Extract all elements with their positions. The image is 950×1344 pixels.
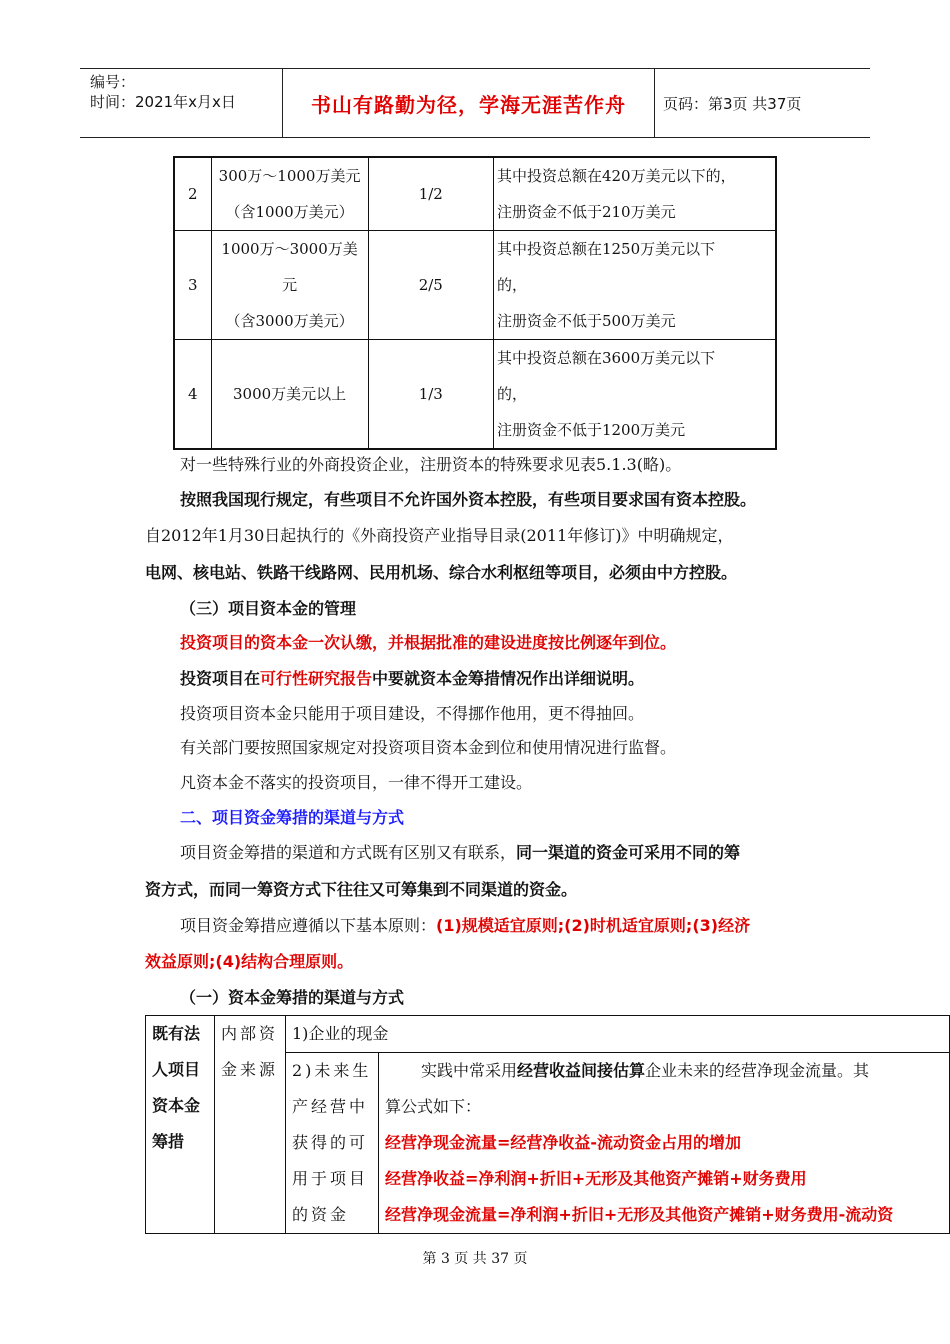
paragraph-highlight: 效益原则;(4)结构合理原则。: [145, 952, 354, 971]
paragraph: [180, 843, 845, 863]
range-line: 1000万～3000万美: [221, 240, 358, 258]
page-info: 页码：第3页 共37页: [663, 94, 802, 113]
desc-line: 注册资金不低于210万美元: [496, 203, 676, 221]
capital-ratio: 1/2: [368, 157, 493, 231]
range-line: 元: [282, 276, 298, 294]
paragraph: [180, 916, 845, 936]
paragraph: 投资项目资本金只能用于项目建设，不得挪作他用，更不得抽回。: [180, 704, 645, 723]
section-heading: 二、项目资金筹措的渠道与方式: [180, 808, 405, 827]
text-run: 企业未来的经营净现金流量。其: [645, 1061, 870, 1080]
row-number: 4: [174, 340, 211, 450]
capital-ratio: 1/3: [368, 340, 493, 450]
paragraph: 有关部门要按照国家规定对投资项目资本金到位和使用情况进行监督。: [180, 738, 677, 757]
category-line: 人项目: [152, 1060, 201, 1079]
requirement-text: [493, 340, 776, 450]
formula: 经营净现金流量=净利润+折旧+无形及其他资产摊销+财务费用-流动资: [385, 1205, 894, 1224]
range-line: （含3000万美元）: [225, 312, 354, 330]
text-run: 项目资金筹措应遵循以下基本原则：: [180, 916, 437, 935]
paragraph-bold: 按照我国现行规定，有些项目不允许国外资本控股，有些项目要求国有资本控股。: [180, 490, 757, 509]
desc-line: 其中投资总额在420万美元以下的，: [496, 167, 736, 185]
desc-line: 的，: [496, 385, 527, 403]
future-line: 2)未来生: [292, 1061, 372, 1080]
serial-label: 编号：: [90, 73, 136, 91]
table-row: [174, 231, 776, 340]
highlight-text: 可行性研究报告: [260, 669, 373, 688]
future-line: 产经营中: [292, 1097, 369, 1116]
text-run: 中要就资本金筹措情况作出详细说明。: [372, 669, 645, 688]
paragraph-bold: 电网、核电站、铁路干线路网、民用机场、综合水利枢纽等项目，必须由中方控股。: [145, 563, 738, 582]
text-run: 实践中常采用: [421, 1061, 518, 1080]
source-line: 金来源: [221, 1060, 279, 1079]
table-row: [146, 1016, 950, 1053]
capital-ratio: 2/5: [368, 231, 493, 340]
formula: 经营净现金流量=经营净收益-流动资金占用的增加: [385, 1133, 742, 1152]
highlight-text: (1)规模适宜原则;(2)时机适宜原则;(3)经济: [436, 916, 751, 935]
header-left: [80, 69, 283, 137]
section-heading: （三）项目资本金的管理: [180, 599, 357, 618]
time-label: 时间：2021年x月x日: [90, 93, 236, 111]
paragraph-bold: 资方式，而同一筹资方式下往往又可筹集到不同渠道的资金。: [145, 880, 578, 899]
requirement-text: [493, 157, 776, 231]
future-funds-cell: [286, 1053, 379, 1234]
range-line: 300万～1000万美元: [218, 167, 361, 185]
category-cell: [146, 1016, 215, 1234]
category-line: 既有法: [152, 1024, 201, 1043]
paragraph: 对一些特殊行业的外商投资企业，注册资本的特殊要求见表5.1.3(略)。: [180, 455, 682, 474]
paragraph: 凡资本金不落实的投资项目，一律不得开工建设。: [180, 773, 533, 792]
desc-line: 其中投资总额在1250万美元以下: [496, 240, 716, 258]
row-number: 3: [174, 231, 211, 340]
desc-line: 的，: [496, 276, 527, 294]
desc-line: 其中投资总额在3600万美元以下: [496, 349, 716, 367]
investment-range: [211, 231, 368, 340]
requirement-text: [493, 231, 776, 340]
motto: 书山有路勤为径，学海无涯苦作舟: [311, 92, 626, 117]
bold-text: 经营收益间接估算: [517, 1061, 646, 1080]
header-right: [655, 69, 870, 137]
investment-range: [211, 340, 368, 450]
estimation-cell: [379, 1053, 950, 1234]
future-line: 获得的可: [292, 1133, 369, 1152]
text-run: 投资项目在: [180, 669, 261, 688]
paragraph-bold: [180, 669, 845, 689]
future-line: 的资金: [292, 1205, 350, 1224]
estimation-line: [385, 1053, 943, 1089]
source-cell: [215, 1016, 286, 1234]
header-middle: [283, 69, 655, 137]
category-line: 资本金: [152, 1096, 201, 1115]
page-footer: 第 3 页 共 37 页: [422, 1251, 528, 1267]
range-line: （含1000万美元）: [225, 203, 354, 221]
desc-line: 注册资金不低于1200万美元: [496, 421, 686, 439]
paragraph: 自2012年1月30日起执行的《外商投资产业指导目录(2011年修订)》中明确规定，: [145, 526, 734, 545]
paragraph-highlight: 投资项目的资本金一次认缴，并根据批准的建设进度按比例逐年到位。: [180, 633, 677, 652]
estimation-line: 算公式如下：: [385, 1097, 482, 1116]
text-run: 项目资金筹措的渠道和方式既有区别又有联系，: [180, 843, 517, 862]
funding-channel-table: [145, 1015, 950, 1234]
range-line: 3000万美元以上: [232, 385, 347, 403]
cash-item: 1)企业的现金: [286, 1016, 950, 1053]
future-line: 用于项目: [292, 1169, 369, 1188]
source-line: 内部资: [221, 1024, 279, 1043]
row-number: 2: [174, 157, 211, 231]
desc-line: 注册资金不低于500万美元: [496, 312, 676, 330]
bold-text: 同一渠道的资金可采用不同的筹: [516, 843, 741, 862]
table-row: [174, 340, 776, 450]
page-header: [80, 68, 870, 138]
section-heading: （一）资本金筹措的渠道与方式: [180, 988, 405, 1007]
capital-ratio-table: [173, 156, 777, 450]
table-row: [174, 157, 776, 231]
investment-range: [211, 157, 368, 231]
formula: 经营净收益=净利润+折旧+无形及其他资产摊销+财务费用: [385, 1169, 807, 1188]
category-line: 筹措: [152, 1132, 185, 1151]
